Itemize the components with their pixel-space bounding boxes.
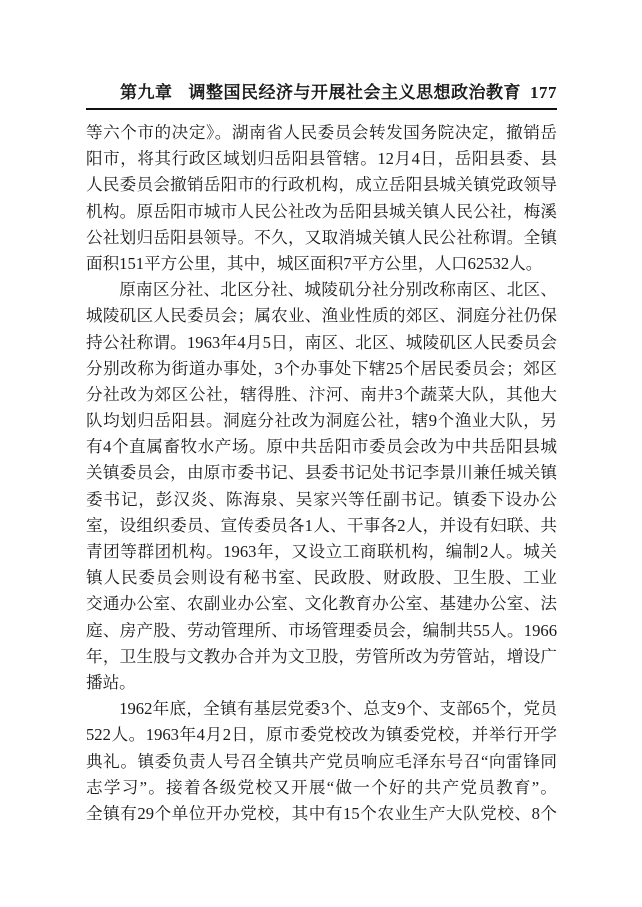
body-line: 分社改为郊区公社，辖得胜、汴河、南井3个蔬菜大队，其他大 [86, 384, 557, 404]
body-line: 年，卫生股与文教办合并为文卫股，劳管所改为劳管站，增设广 [86, 646, 557, 666]
chapter-title: 调整国民经济与开展社会主义思想政治教育 [188, 83, 521, 102]
body-line: 有4个直属畜牧水产场。原中共岳阳市委员会改为中共岳阳县城 [86, 437, 557, 457]
body-line: 队均划归岳阳县。洞庭分社改为洞庭公社，辖9个渔业大队，另 [86, 411, 557, 431]
body-line: 委书记，彭汉炎、陈海泉、吴家兴等任副书记。镇委下设办公 [86, 489, 557, 509]
body-line: 公社划归岳阳县领导。不久，又取消城关镇人民公社称谓。全镇 [86, 227, 557, 247]
body-line: 庭、房产股、劳动管理所、市场管理委员会，编制共55人。1966 [86, 620, 557, 640]
chapter-label: 第九章 [120, 83, 173, 102]
body-line: 志学习”。接着各级党校又开展“做一个好的共产党员教育”。 [86, 777, 557, 797]
body-line: 阳市，将其行政区域划归岳阳县管辖。12月4日，岳阳县委、县 [86, 149, 557, 169]
body-line: 全镇有29个单位开办党校，其中有15个农业生产大队党校、8个 [86, 803, 557, 823]
body-line: 典礼。镇委负责人号召全镇共产党员响应毛泽东号召“向雷锋同 [86, 751, 557, 771]
body-line: 机构。原岳阳市城市人民公社改为岳阳县城关镇人民公社，梅溪 [86, 201, 557, 221]
body-line: 面积151平方公里，其中，城区面积7平方公里，人口62532人。 [86, 253, 543, 273]
body-line: 原南区分社、北区分社、城陵矶分社分别改称南区、北区、 [119, 280, 557, 300]
body-line: 播站。 [86, 672, 136, 692]
text-block [86, 83, 557, 827]
body-line: 1962年底，全镇有基层党委3个、总支9个、支部65个，党员 [119, 699, 557, 719]
page-number: 177 [530, 83, 557, 102]
body-line: 室，设组织委员、宣传委员各1人、干事各2人，并设有妇联、共 [86, 515, 557, 535]
running-header [86, 83, 557, 110]
body-line: 持公社称谓。1963年4月5日，南区、北区、城陵矶区人民委员会 [86, 332, 557, 352]
body-line: 人民委员会撤销岳阳市的行政机构，成立岳阳县城关镇党政领导 [86, 175, 557, 195]
body-line: 分别改称为街道办事处，3个办事处下辖25个居民委员会；郊区 [86, 358, 557, 378]
body-line: 关镇委员会，由原市委书记、县委书记处书记李景川兼任城关镇 [86, 463, 557, 483]
body-line: 镇人民委员会则设有秘书室、民政股、财政股、卫生股、工业 [86, 568, 557, 588]
body-text [86, 120, 557, 827]
body-line: 青团等群团机构。1963年，又设立工商联机构，编制2人。城关 [86, 542, 557, 561]
body-line: 522人。1963年4月2日，原市委党校改为镇委党校，并举行开学 [86, 725, 557, 745]
body-line: 交通办公室、农副业办公室、文化教育办公室、基建办公室、法 [86, 594, 557, 614]
body-line: 城陵矶区人民委员会；属农业、渔业性质的郊区、洞庭分社仍保 [86, 306, 557, 326]
body-line: 等六个市的决定》。湖南省人民委员会转发国务院决定，撤销岳 [86, 123, 557, 142]
